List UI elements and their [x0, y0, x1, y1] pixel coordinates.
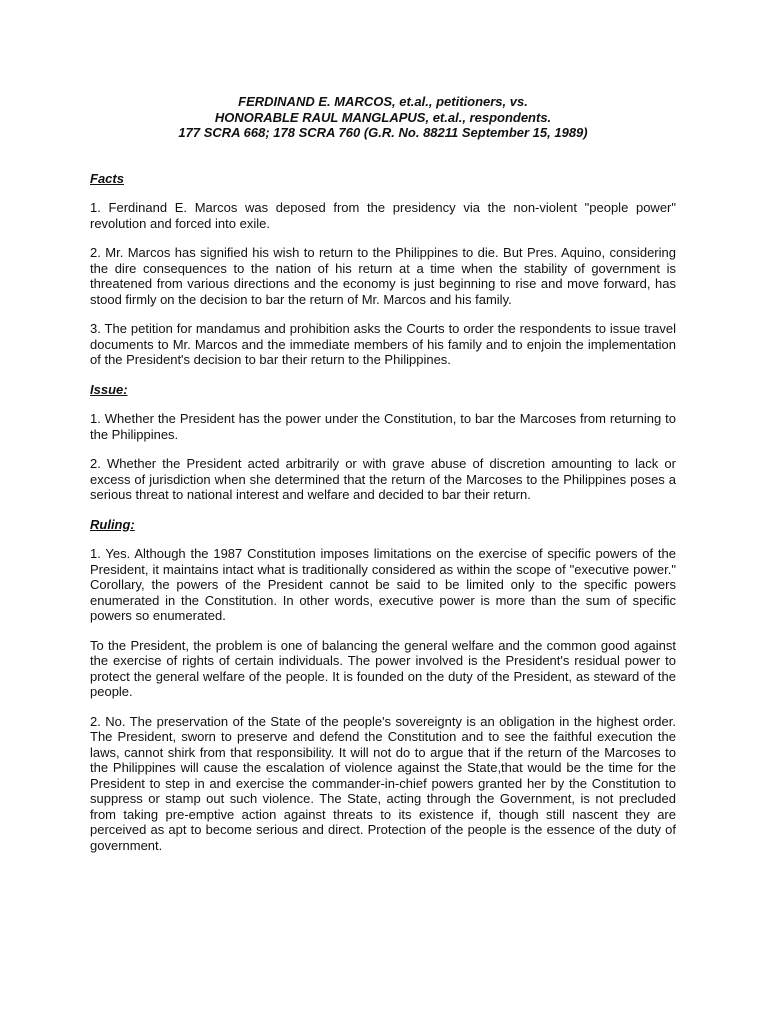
issue-paragraph: 1. Whether the President has the power under the Constitution, to bar the Marcoses from returning to the Philippines.: [90, 411, 676, 442]
ruling-heading: Ruling:: [90, 516, 135, 532]
facts-paragraph: 2. Mr. Marcos has signified his wish to return to the Philippines to die. But Pres. Aquino, considering the dire consequences to the nation of his return at a time when the stability of government is threatened from various directions and the economy is just beginning to rise and move forward, has stood firmly on the decision to bar the return of Mr. Marcos and his family.: [90, 245, 676, 307]
ruling-paragraph: To the President, the problem is one of balancing the general welfare and the common good against the exercise of rights of certain individuals. The power involved is the President's residual power to protect the general welfare of the people. It is founded on the duty of the President, as steward of the people.: [90, 637, 676, 699]
facts-heading: Facts: [90, 170, 124, 186]
ruling-paragraph: 2. No. The preservation of the State of the people's sovereignty is an obligation in the highest order. The President, sworn to preserve and defend the Constitution and to see the faithful execution the laws, cannot shirk from that responsibility. It will not do to argue that if the return of the Marcoses to the Philippines will cause the escalation of violence against the State,that would be the time for the President to step in and exercise the commander-in-chief powers granted her by the Constitution to suppress or stamp out such violence. The State, acting through the Government, is not precluded from taking pre-emptive action against threats to its existence if, though still nascent they are perceived as apt to become serious and direct. Protection of the people is the essence of the duty of government.: [90, 713, 676, 853]
facts-paragraph: 1. Ferdinand E. Marcos was deposed from the presidency via the non-violent "people power" revolution and forced into exile.: [90, 200, 676, 231]
case-citation-line: 177 SCRA 668; 178 SCRA 760 (G.R. No. 88211 September 15, 1989): [178, 125, 588, 140]
issue-paragraph: 2. Whether the President acted arbitrarily or with grave abuse of discretion amounting to lack or excess of jurisdiction when she determined that the return of the Marcoses to the Philippines poses a serious threat to national interest and welfare and decided to bar their return.: [90, 456, 676, 502]
document-page: [90, 94, 676, 867]
case-title-parties-line: FERDINAND E. MARCOS, et.al., petitioners, vs.: [238, 94, 528, 109]
case-title: [90, 94, 676, 141]
ruling-paragraph: 1. Yes. Although the 1987 Constitution imposes limitations on the exercise of specific powers of the President, it maintains intact what is traditionally considered as within the scope of "executive power." Corollary, the powers of the President cannot be said to be limited only to the specific powers enumerated in the Constitution. In other words, executive power is more than the sum of specific powers so enumerated.: [90, 546, 676, 623]
facts-paragraph: 3. The petition for mandamus and prohibition asks the Courts to order the respondents to issue travel documents to Mr. Marcos and the immediate members of his family and to enjoin the implementation of the President's decision to bar their return to the Philippines.: [90, 321, 676, 367]
case-title-respondents-line: HONORABLE RAUL MANGLAPUS, et.al., respondents.: [214, 109, 552, 125]
issue-heading: Issue:: [90, 381, 128, 397]
